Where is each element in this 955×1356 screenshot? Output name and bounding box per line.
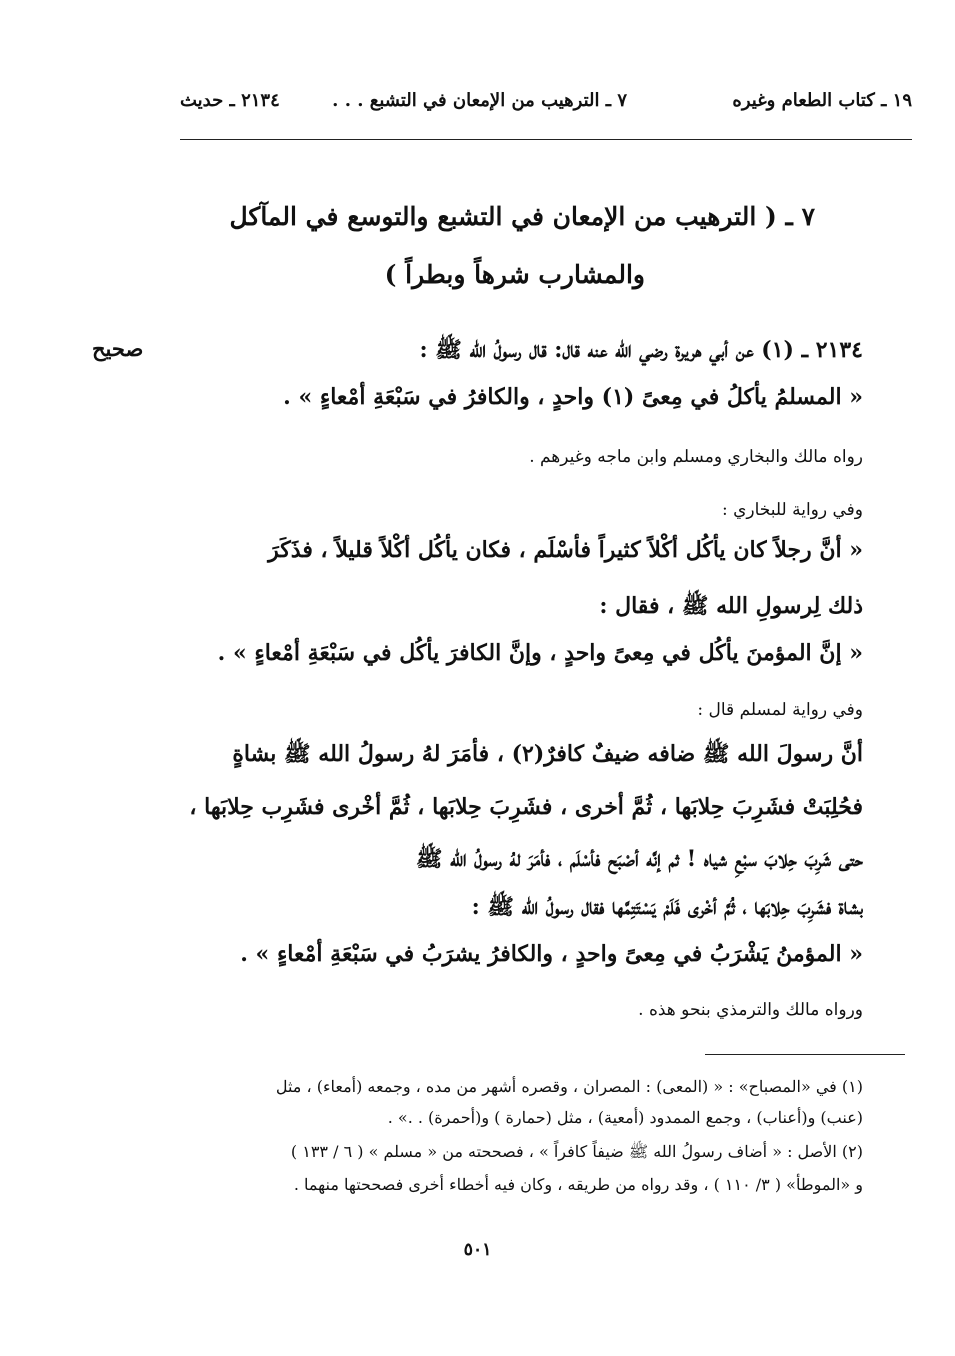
bukhari-line-3: « إنَّ المؤمنَ يأكُل في مِعىً واحدٍ ، وإنَّ الكافرَ يأكُل في سَبْعَةِ أمْعاءٍ » . [217, 640, 863, 666]
footnote-divider [705, 1054, 905, 1055]
footnote-1-line-2: (عنب) و(أعناب) ، وجمع الممدود (أمعية) ، مثل (حمارة ) و(أحمرة) . .» . [387, 1108, 863, 1127]
hadith-opening: ٢١٣٤ ـ (١) عن أبي هريرة رضي الله عنه قال: قال رسولُ الله ﷺ : [419, 337, 863, 363]
muslim-intro: وفي رواية لمسلم قال : [697, 700, 863, 720]
header-chapter-title: ٧ ـ الترهيب من الإمعان في التشبع . . . [332, 90, 627, 111]
footnote-2-line-1: (٢) الأصل : « أضاف رسولُ الله ﷺ ضيفاً كافراً » ، فصححته من « مسلم » ( ٦ / ١٣٣ ) [290, 1142, 863, 1161]
footnote-1-line-1: (١) في «المصباح» : « (المعى) : المصران ، وقصره أشهر من مده ، وجمعه (أمعاء) ، مثل [275, 1077, 863, 1096]
page-number: ٥٠١ [463, 1240, 492, 1260]
muslim-line-4: بشاة فشَرِبَ حِلابَها ، ثُمَّ أخْرى فَلَمْ يَسْتَتِمَّها فقال رسولُ الله ﷺ : [471, 894, 863, 920]
running-header [180, 90, 912, 120]
hadith-source-2: ورواه مالك والترمذي بنحو هذه . [638, 1000, 863, 1020]
header-divider [180, 139, 912, 140]
bukhari-line-2: ذلك لِرسولِ الله ﷺ ، فقال : [599, 593, 863, 619]
muslim-line-1: أنَّ رسولَ الله ﷺ ضافه ضيفٌ كافرٌ(٢) ، فأمَرَ لهُ رسولُ الله ﷺ بشاةٍ [232, 741, 863, 767]
bukhari-intro: وفي رواية للبخاري : [721, 500, 863, 520]
header-book-title: ١٩ ـ كتاب الطعام وغيره [732, 90, 912, 111]
bukhari-line-1: « أنَّ رجلاً كان يأكُل أكْلاً كثيراً فأسْلَم ، فكان يأكُل أكْلاً قليلاً ، فذَكَرَ [268, 537, 863, 563]
muslim-line-3: حتى شَرِبَ حِلابَ سبْعِ شياه ! ثم إنَّه أصْبَح فأسْلَم ، فأمَرَ لهُ رسولُ الله ﷺ [415, 846, 863, 872]
hadith-text: « المسلمُ يأكلُ في مِعىً (١) واحدٍ ، والكافرُ في سَبْعَةِ أمْعاءٍ » . [283, 384, 863, 410]
header-hadith-number: ٢١٣٤ ـ حديث [180, 90, 280, 111]
muslim-line-2: فحُلِبَتْ فشَرِبَ حِلابَها ، ثُمَّ أخرى ، فشَرِبَ حِلابَها ، ثُمَّ أخْرى فشَرِب حِلابَها ، [189, 794, 863, 820]
chapter-title-line-2: والمشارب شرهاً وبطراً ) [384, 260, 645, 289]
footnote-2-line-2: و «الموطأ» ( ٣/ ١١٠ ) ، وقد رواه من طريقه ، وكان فيه أخطاء أخرى فصححتها منهما . [293, 1175, 863, 1194]
chapter-title-line-1: ٧ ـ ( الترهيب من الإمعان في التشبع والتوسع في المآكل [229, 202, 815, 231]
grade-label: صحيح [92, 336, 144, 361]
hadith-source: رواه مالك والبخاري ومسلم وابن ماجه وغيرهم . [529, 447, 863, 467]
muslim-line-5: « المؤمنُ يَشْرَبُ في مِعىً واحدٍ ، والكافرُ يشرَبُ في سَبْعَةِ أمْعاءٍ » . [240, 941, 863, 967]
